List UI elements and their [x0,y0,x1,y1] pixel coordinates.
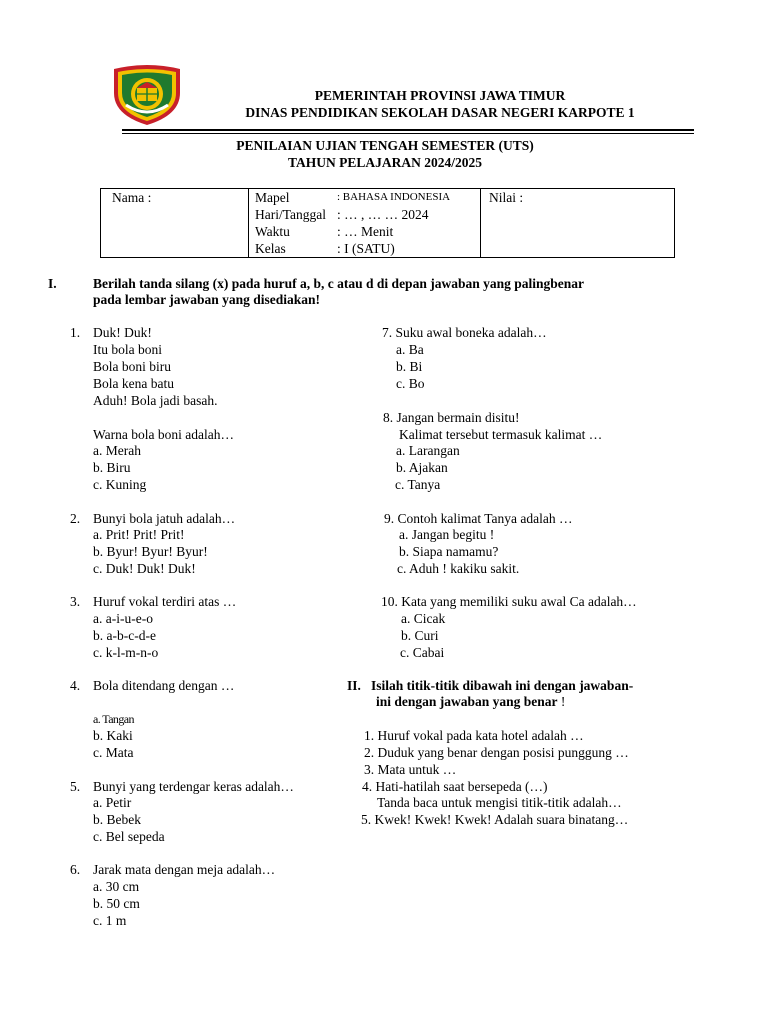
q6-number: 6. [70,862,81,877]
section2-item: 3. Mata untuk … [364,762,457,777]
kelas-label: Kelas [255,241,286,256]
section2-item: 2. Duduk yang benar dengan posisi punggung … [364,745,629,760]
q8-option: b. Ajakan [396,460,448,475]
student-info-table [100,188,675,258]
school-logo [110,63,184,127]
q1-poem-line: Itu bola boni [93,342,162,357]
hari-value: : … , … … 2024 [337,207,429,222]
q2-option: a. Prit! Prit! Prit! [93,527,185,542]
q9-option: a. Jangan begitu ! [399,527,495,542]
q3-option: b. a-b-c-d-e [93,628,156,643]
q1-option: c. Kuning [93,477,147,492]
q1-option: a. Merah [93,443,141,458]
q1-poem-line: Aduh! Bola jadi basah. [93,393,218,408]
q1-poem-line: Bola boni biru [93,359,171,374]
waktu-value: : … Menit [337,224,394,239]
section1-instruction: Berilah tanda silang (x) pada huruf a, b, c atau d di depan jawaban yang palingbenar [93,276,584,291]
exam-year: TAHUN PELAJARAN 2024/2025 [287,155,482,170]
q2-number: 2. [70,511,81,526]
header-rule-thin [122,133,694,134]
q3-option: a. a-i-u-e-o [93,611,153,626]
q4-question: Bola ditendang dengan … [93,678,235,693]
q3-question: Huruf vokal terdiri atas … [93,594,237,609]
q1-option: b. Biru [93,460,131,475]
q5-number: 5. [70,779,81,794]
q8-subquestion: Kalimat tersebut termasuk kalimat … [399,427,603,442]
q8-option: a. Larangan [396,443,460,458]
q6-option: b. 50 cm [93,896,140,911]
hari-label: Hari/Tanggal [255,207,327,222]
q7-question: 7. Suku awal boneka adalah… [382,325,547,340]
q5-option: b. Bebek [93,812,141,827]
q10-option: c. Cabai [400,645,445,660]
nama-label: Nama : [112,190,152,205]
mapel-value: : BAHASA INDONESIA [337,191,451,203]
q2-question: Bunyi bola jatuh adalah… [93,511,236,526]
header-line2: DINAS PENDIDIKAN SEKOLAH DASAR NEGERI KARPOTE 1 [245,105,635,120]
exam-title: PENILAIAN UJIAN TENGAH SEMESTER (UTS) [236,138,534,153]
q9-question: 9. Contoh kalimat Tanya adalah … [384,511,573,526]
q7-option: c. Bo [396,376,425,391]
q6-option: a. 30 cm [93,879,140,894]
q7-option: b. Bi [396,359,423,374]
q2-option: b. Byur! Byur! Byur! [93,544,208,559]
section2-item: 1. Huruf vokal pada kata hotel adalah … [364,728,584,743]
q9-option: b. Siapa namamu? [399,544,499,559]
q1-poem-line: Bola kena batu [93,376,174,391]
nilai-label: Nilai : [489,190,524,205]
q1-poem-line: Duk! Duk! [93,325,152,340]
q8-question: 8. Jangan bermain disitu! [383,410,520,425]
mapel-label: Mapel [255,190,290,205]
q8-option: c. Tanya [395,477,441,492]
kelas-value: : I (SATU) [337,241,395,256]
q6-option: c. 1 m [93,913,127,928]
section1-instruction-2: pada lembar jawaban yang disediakan! [93,292,321,307]
q1-question: Warna bola boni adalah… [93,427,234,442]
q2-option: c. Duk! Duk! Duk! [93,561,196,576]
q5-question: Bunyi yang terdengar keras adalah… [93,779,294,794]
q5-option: a. Petir [93,795,132,810]
q4-option: b. Kaki [93,728,133,743]
q3-number: 3. [70,594,81,609]
q9-option: c. Aduh ! kakiku sakit. [397,561,520,576]
section1-number: I. [48,276,57,291]
header-line1: PEMERINTAH PROVINSI JAWA TIMUR [314,88,566,103]
section2-item-sub: Tanda baca untuk mengisi titik-titik adalah… [377,795,622,810]
section2-number: II. [347,678,361,693]
q10-question: 10. Kata yang memiliki suku awal Ca adalah… [381,594,637,609]
q4-number: 4. [70,678,81,693]
q1-number: 1. [70,325,81,340]
q4-option: c. Mata [93,745,134,760]
section2-instruction: Isilah titik-titik dibawah ini dengan jawaban- [371,678,634,693]
q3-option: c. k-l-m-n-o [93,645,159,660]
section2-item: 4. Hati-hatilah saat bersepeda (…) [362,779,548,794]
section2-item: 5. Kwek! Kwek! Kwek! Adalah suara binatang… [361,812,629,827]
header-rule [122,129,694,131]
waktu-label: Waktu [255,224,290,239]
q6-question: Jarak mata dengan meja adalah… [93,862,276,877]
q5-option: c. Bel sepeda [93,829,165,844]
q7-option: a. Ba [396,342,424,357]
q10-option: b. Curi [401,628,439,643]
section2-instruction-2: ini dengan jawaban yang benar ! [376,694,566,709]
q4-option: a. Tangan [93,712,134,726]
q10-option: a. Cicak [401,611,446,626]
